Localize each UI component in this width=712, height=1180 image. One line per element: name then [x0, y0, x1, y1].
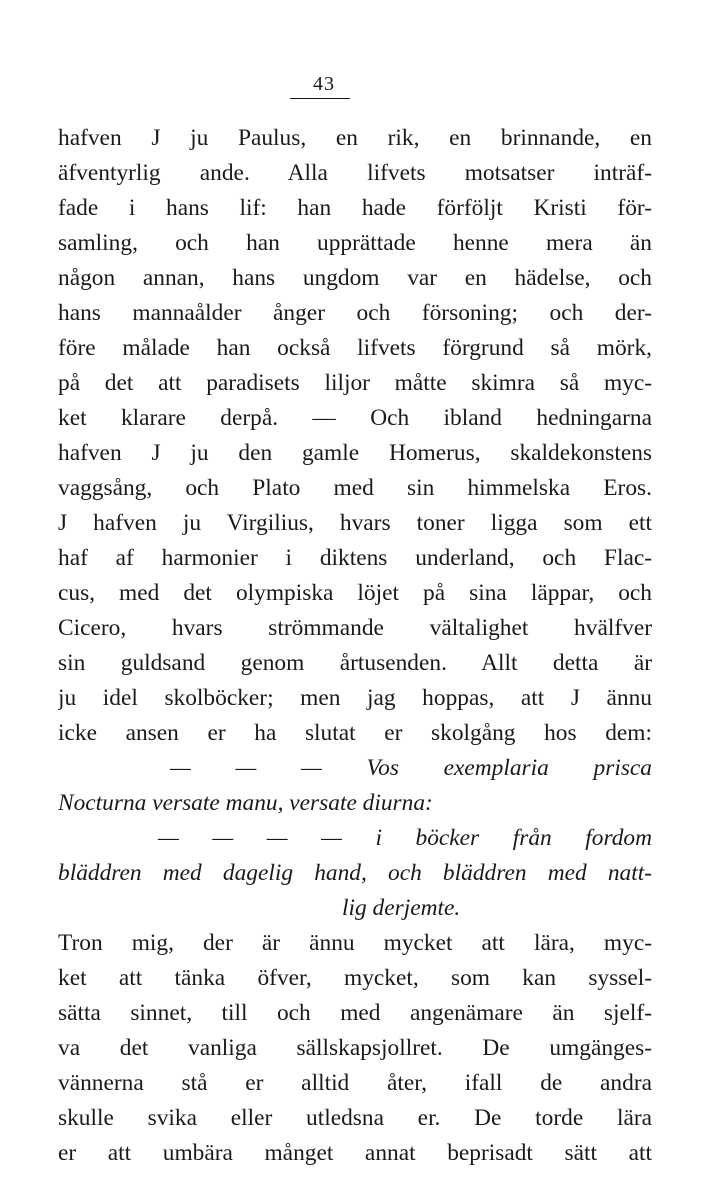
- text-line: äfventyrlig ande. Alla lifvets motsatser inträf-: [58, 160, 652, 186]
- text-line: någon annan, hans ungdom var en hädelse, och: [58, 265, 652, 291]
- text-line: cus, med det olympiska löjet på sina läppar, och: [58, 580, 652, 606]
- quote-line: — — — Vos exemplaria prisca: [170, 755, 652, 781]
- text-line: på det att paradisets liljor måtte skimra så myc-: [58, 370, 652, 396]
- text-line: hafven J ju Paulus, en rik, en brinnande, en: [58, 125, 652, 151]
- text-line: J hafven ju Virgilius, hvars toner ligga som ett: [58, 510, 652, 536]
- text-line: samling, och han upprättade henne mera än: [58, 230, 652, 256]
- text-line: vännerna stå er alltid åter, ifall de andra: [58, 1070, 652, 1096]
- quote-line: lig derjemte.: [342, 895, 461, 921]
- text-line: er att umbära månget annat beprisadt sätt att: [58, 1140, 652, 1166]
- body-text: [58, 121, 652, 1171]
- text-line: sätta sinnet, till och med angenämare än sjelf-: [58, 1000, 652, 1026]
- text-line: fade i hans lif: han hade förföljt Kristi för-: [58, 195, 652, 221]
- text-line: ket klarare derpå. — Och ibland hedningarna: [58, 405, 652, 431]
- text-line: före målade han också lifvets förgrund så mörk,: [58, 335, 652, 361]
- text-line: icke ansen er ha slutat er skolgång hos dem:: [58, 720, 652, 746]
- text-line: vaggsång, och Plato med sin himmelska Eros.: [58, 475, 652, 501]
- text-line: Tron mig, der är ännu mycket att lära, myc-: [58, 930, 652, 956]
- text-line: skulle svika eller utledsna er. De torde lära: [58, 1105, 652, 1131]
- text-line: ju idel skolböcker; men jag hoppas, att J ännu: [58, 685, 652, 711]
- page-number: 43: [313, 73, 335, 95]
- text-line: hafven J ju den gamle Homerus, skaldekonstens: [58, 440, 652, 466]
- text-line: sin guldsand genom årtusenden. Allt detta är: [58, 650, 652, 676]
- text-line: hans mannaålder ånger och försoning; och der-: [58, 300, 652, 326]
- quote-line: — — — — i böcker från fordom: [158, 825, 652, 851]
- text-line: Cicero, hvars strömmande vältalighet hvälfver: [58, 615, 652, 641]
- text-line: ket att tänka öfver, mycket, som kan syssel-: [58, 965, 652, 991]
- text-line: haf af harmonier i diktens underland, och Flac-: [58, 545, 652, 571]
- quote-line: Nocturna versate manu, versate diurna:: [58, 790, 433, 816]
- text-line: va det vanliga sällskapsjollret. De umgänges-: [58, 1035, 652, 1061]
- page-number-rule: [290, 98, 350, 99]
- quote-line: bläddren med dagelig hand, och bläddren med natt-: [58, 860, 652, 886]
